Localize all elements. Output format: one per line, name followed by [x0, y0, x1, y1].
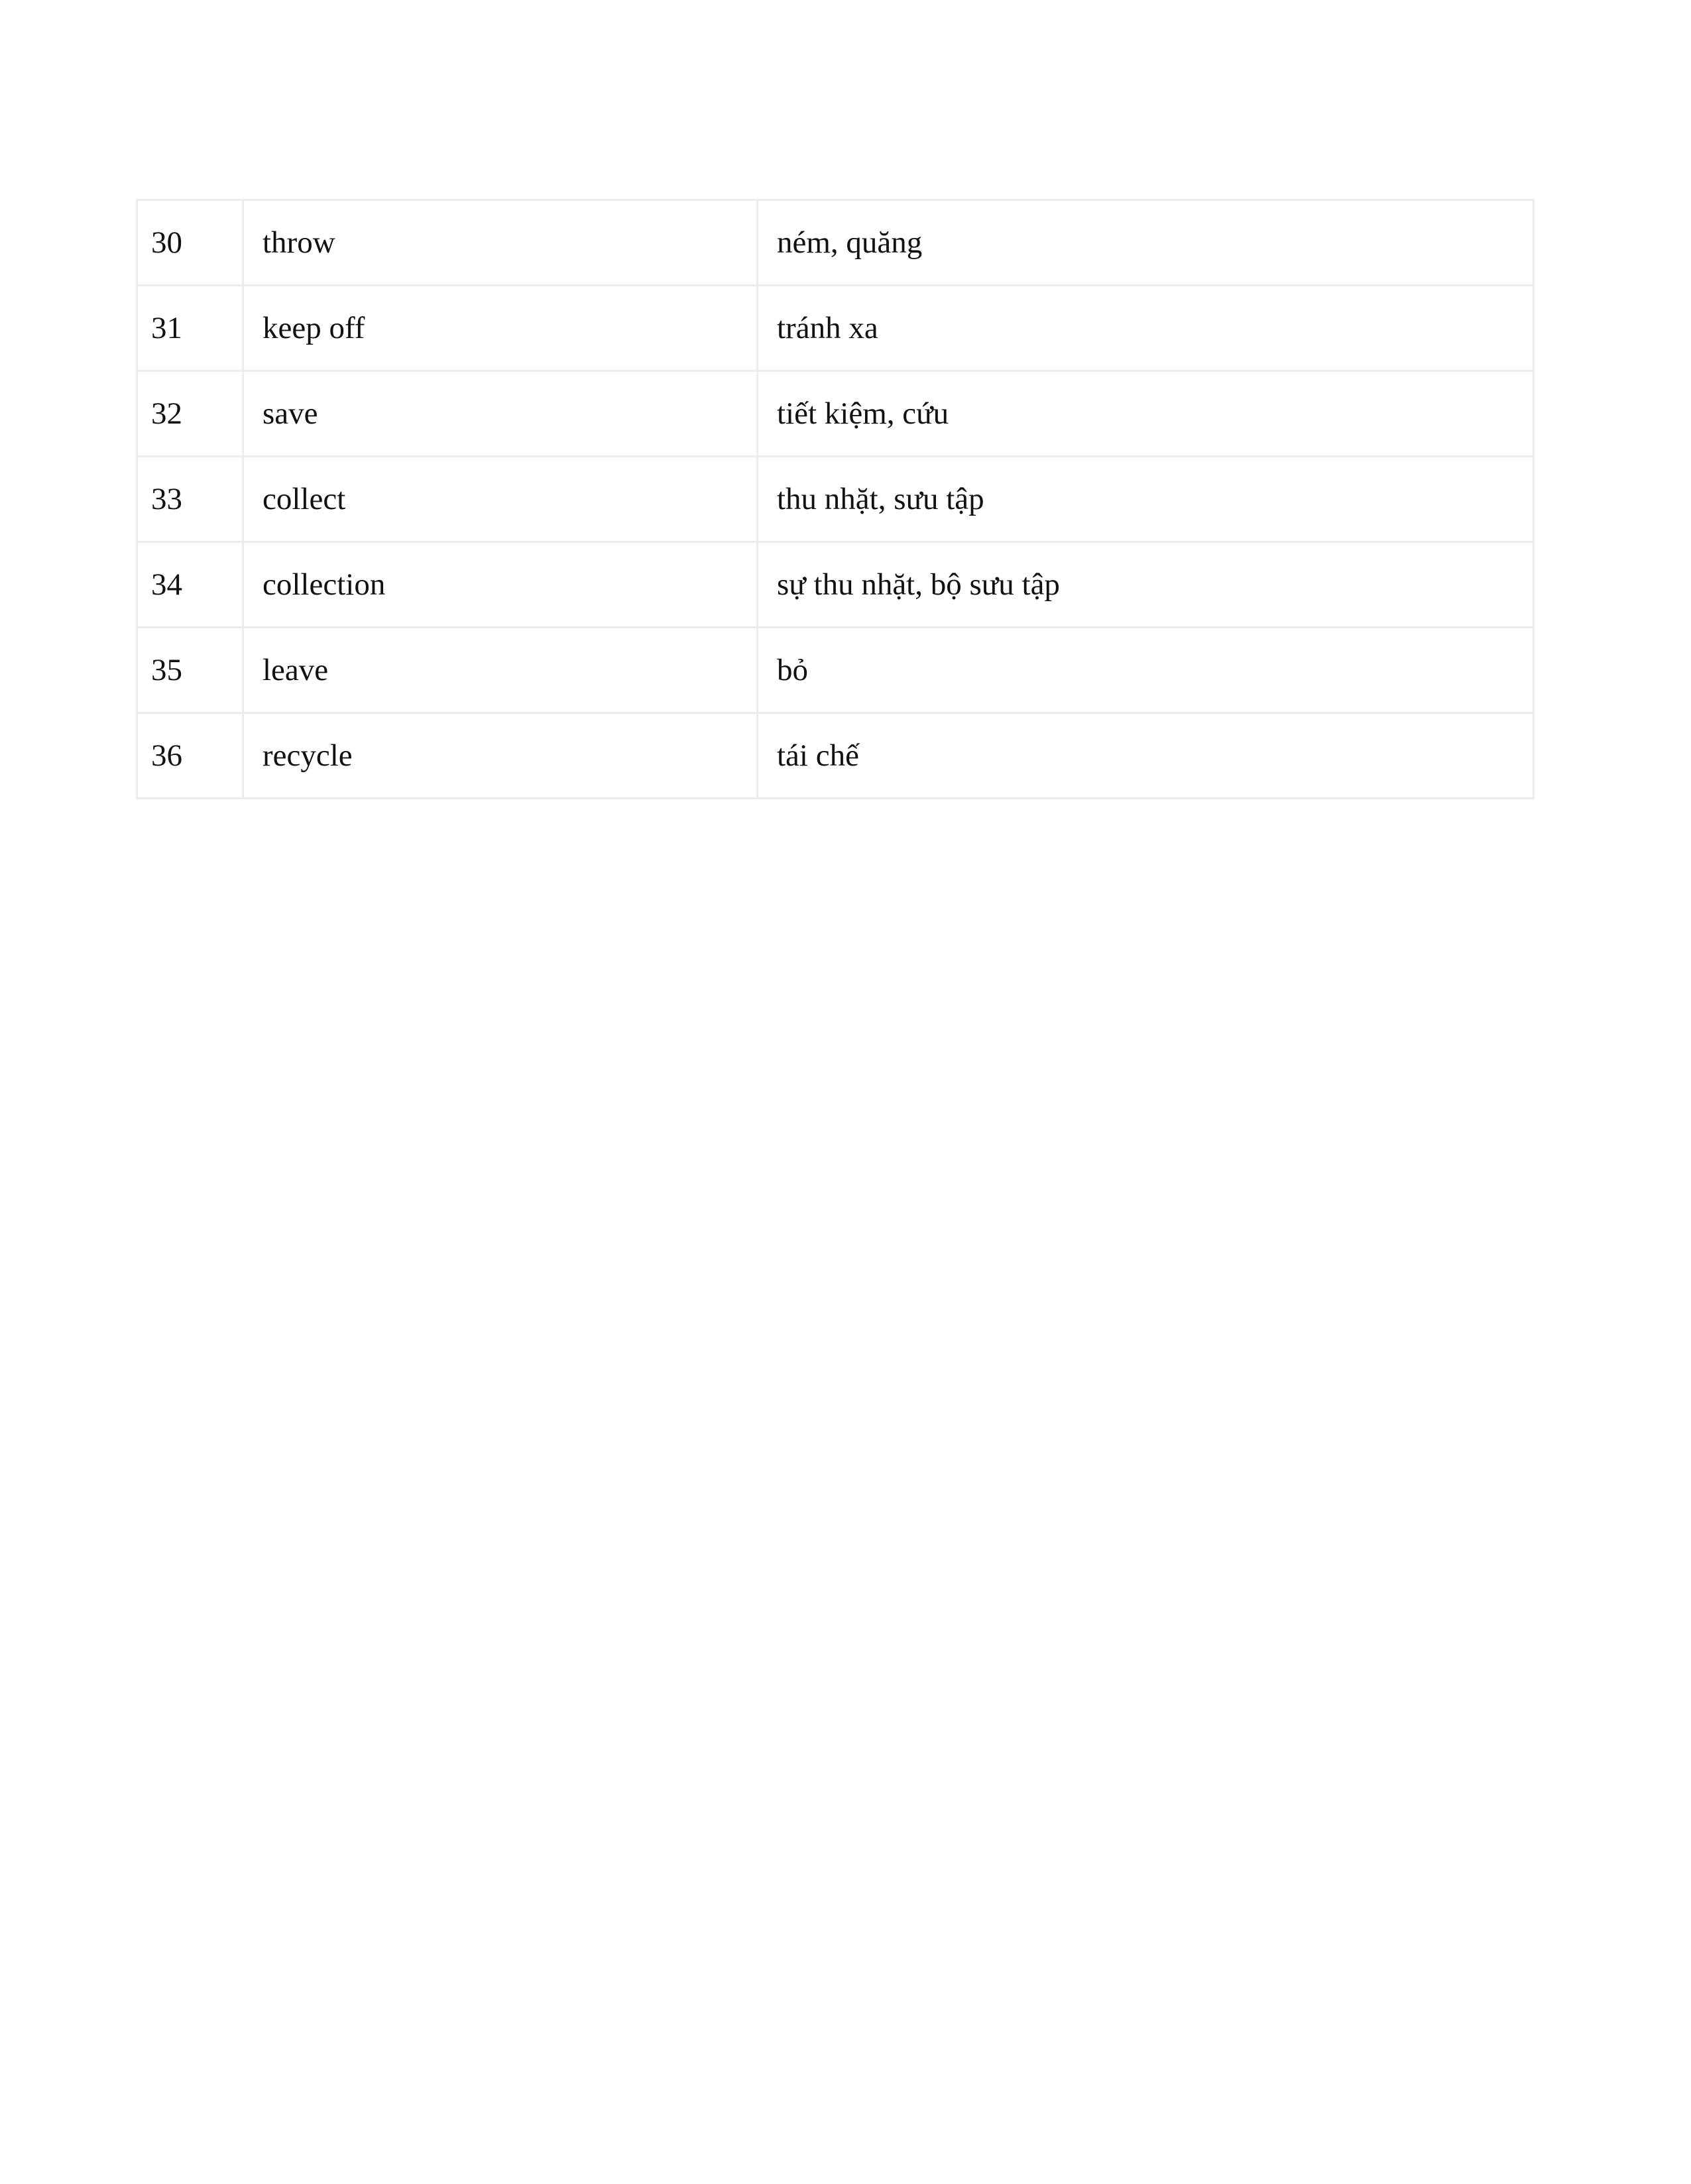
- vietnamese-meaning-cell: thu nhặt, sưu tập: [758, 457, 1534, 542]
- table-row: [137, 200, 1534, 286]
- table-row: [137, 542, 1534, 628]
- row-number-cell: 35: [137, 628, 243, 713]
- english-word-cell: throw: [243, 200, 758, 286]
- english-word-cell: leave: [243, 628, 758, 713]
- vietnamese-meaning-cell: sự thu nhặt, bộ sưu tập: [758, 542, 1534, 628]
- english-word-cell: save: [243, 371, 758, 457]
- row-number-cell: 33: [137, 457, 243, 542]
- row-number-cell: 31: [137, 286, 243, 371]
- vietnamese-meaning-cell: tái chế: [758, 713, 1534, 799]
- vietnamese-meaning-cell: tránh xa: [758, 286, 1534, 371]
- table-row: [137, 628, 1534, 713]
- vietnamese-meaning-cell: ném, quăng: [758, 200, 1534, 286]
- vocabulary-table: [136, 199, 1535, 799]
- english-word-cell: collection: [243, 542, 758, 628]
- row-number-cell: 34: [137, 542, 243, 628]
- row-number-cell: 30: [137, 200, 243, 286]
- row-number-cell: 32: [137, 371, 243, 457]
- table-row: [137, 713, 1534, 799]
- row-number-cell: 36: [137, 713, 243, 799]
- vietnamese-meaning-cell: bỏ: [758, 628, 1534, 713]
- table-row: [137, 371, 1534, 457]
- vietnamese-meaning-cell: tiết kiệm, cứu: [758, 371, 1534, 457]
- english-word-cell: collect: [243, 457, 758, 542]
- english-word-cell: recycle: [243, 713, 758, 799]
- english-word-cell: keep off: [243, 286, 758, 371]
- table-row: [137, 457, 1534, 542]
- table-row: [137, 286, 1534, 371]
